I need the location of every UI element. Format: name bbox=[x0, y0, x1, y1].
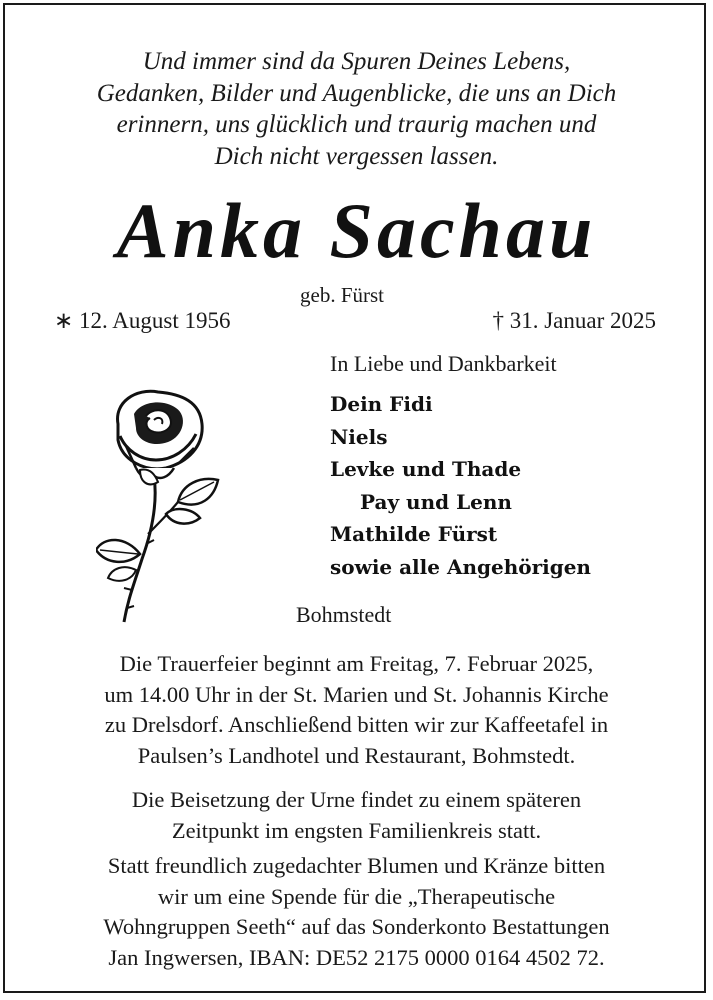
birth-date: ∗ 12. August 1956 bbox=[54, 308, 231, 333]
mourner-name: sowie alle Angehörigen bbox=[330, 554, 591, 579]
ceremony-line: zu Drelsdorf. Anschließend bitten wir zur Kaffeetafel in bbox=[104, 712, 609, 737]
ceremony-line: um 14.00 Uhr in der St. Marien und St. Johannis Kirche bbox=[104, 681, 609, 707]
donation-line: wir um eine Spende für die „Therapeutische bbox=[157, 883, 556, 909]
quote-line: Gedanken, Bilder und Augenblicke, die uns an Dich bbox=[96, 79, 617, 107]
donation-line: Statt freundlich zugedachter Blumen und Kränze bitten bbox=[107, 853, 606, 878]
mourner-name: Mathilde Fürst bbox=[330, 522, 498, 546]
mourners-list bbox=[330, 388, 591, 583]
dedication-intro: In Liebe und Dankbarkeit bbox=[330, 351, 557, 376]
mourner-name: Pay und Lenn bbox=[360, 489, 512, 514]
rose-icon bbox=[96, 384, 228, 624]
donation-line: Wohngruppen Seeth“ auf das Sonderkonto Bestattungen bbox=[103, 914, 610, 939]
mourner-name: Dein Fidi bbox=[330, 392, 433, 416]
mourner-name: Niels bbox=[330, 424, 388, 449]
deceased-name: Anka Sachau bbox=[116, 187, 597, 274]
ceremony-paragraph bbox=[0, 649, 713, 771]
death-date: † 31. Januar 2025 bbox=[492, 308, 656, 333]
burial-line: Die Beisetzung der Urne findet zu einem späteren bbox=[131, 787, 582, 812]
donation-line: Jan Ingwersen, IBAN: DE52 2175 0000 0164 4502 72. bbox=[108, 944, 605, 970]
mourner-name: Levke und Thade bbox=[330, 457, 522, 481]
ceremony-line: Paulsen’s Landhotel und Restaurant, Bohmstedt. bbox=[137, 742, 576, 768]
burial-line: Zeitpunkt im engsten Familienkreis statt. bbox=[171, 817, 542, 843]
quote-line: erinnern, uns glücklich und traurig machen und bbox=[116, 111, 597, 138]
memorial-quote bbox=[0, 46, 713, 172]
donation-paragraph bbox=[0, 851, 713, 973]
place-name: Bohmstedt bbox=[296, 602, 392, 627]
maiden-name: geb. Fürst bbox=[300, 283, 384, 307]
quote-line: Dich nicht vergessen lassen. bbox=[214, 142, 499, 170]
burial-paragraph bbox=[0, 785, 713, 846]
quote-line: Und immer sind da Spuren Deines Lebens, bbox=[142, 48, 571, 75]
ceremony-line: Die Trauerfeier beginnt am Freitag, 7. Februar 2025, bbox=[119, 651, 594, 676]
